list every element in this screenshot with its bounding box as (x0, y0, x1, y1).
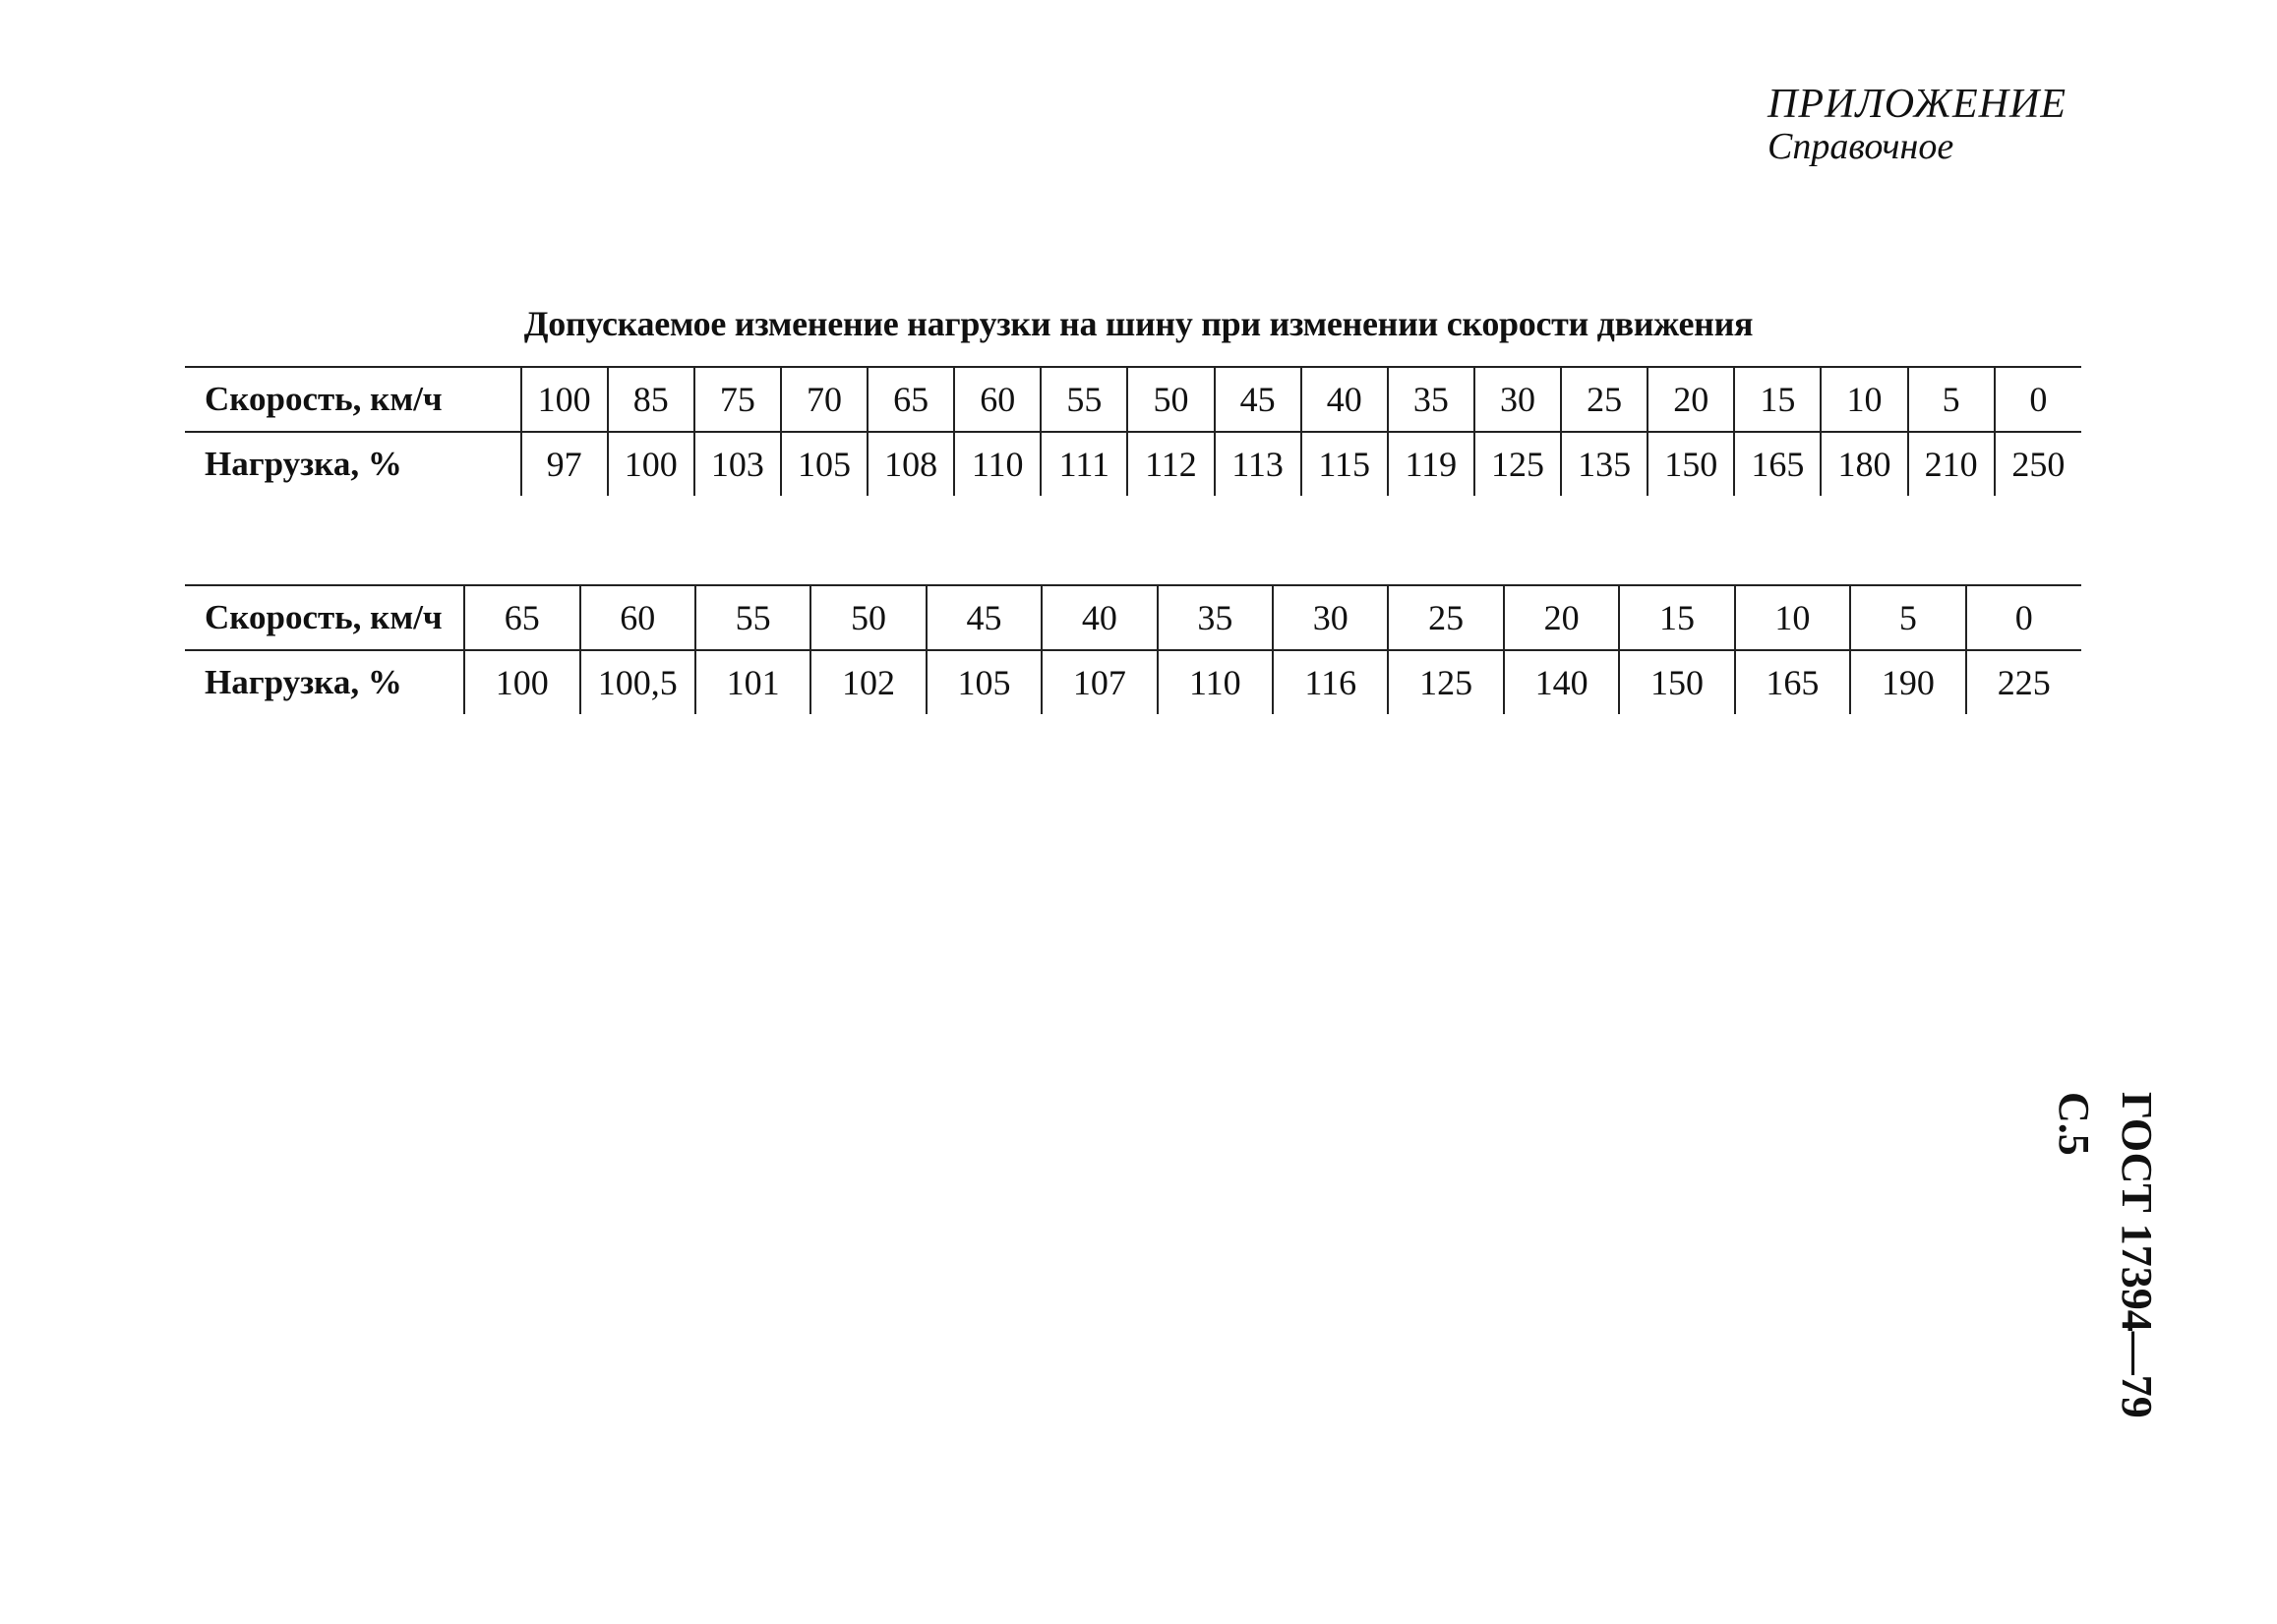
speed-cell: 5 (1908, 367, 1995, 432)
speed-cell: 25 (1561, 367, 1648, 432)
speed-cell: 35 (1388, 367, 1474, 432)
speed-cell: 45 (927, 585, 1042, 650)
load-cell: 108 (868, 432, 954, 496)
load-cell: 135 (1561, 432, 1648, 496)
load-cell: 100 (608, 432, 694, 496)
load-cell: 103 (694, 432, 781, 496)
appendix-title: ПРИЛОЖЕНИЕ (1768, 82, 2067, 127)
speed-row-header: Скорость, км/ч (185, 367, 521, 432)
load-cell: 113 (1215, 432, 1301, 496)
load-cell: 101 (695, 650, 810, 714)
load-cell: 116 (1273, 650, 1388, 714)
speed-cell: 60 (954, 367, 1041, 432)
load-row (185, 432, 2081, 496)
speed-cell: 75 (694, 367, 781, 432)
load-speed-table-2 (185, 584, 2081, 714)
load-cell: 105 (927, 650, 1042, 714)
load-row-header: Нагрузка, % (205, 445, 402, 483)
speed-cell: 100 (521, 367, 608, 432)
load-cell: 125 (1388, 650, 1503, 714)
load-cell: 105 (781, 432, 868, 496)
load-cell: 110 (954, 432, 1041, 496)
appendix-header (1768, 81, 2067, 167)
speed-cell: 10 (1735, 585, 1850, 650)
load-cell: 111 (1041, 432, 1127, 496)
load-cell: 190 (1850, 650, 1965, 714)
speed-cell: 20 (1504, 585, 1619, 650)
load-cell: 107 (1042, 650, 1157, 714)
load-cell: 102 (810, 650, 926, 714)
load-cell: 100 (464, 650, 579, 714)
speed-cell: 50 (810, 585, 926, 650)
load-cell: 119 (1388, 432, 1474, 496)
load-speed-table-1 (185, 366, 2081, 496)
appendix-subtitle: Справочное (1768, 126, 1954, 167)
speed-cell: 55 (695, 585, 810, 650)
speed-cell: 35 (1158, 585, 1273, 650)
speed-cell: 40 (1301, 367, 1388, 432)
load-cell: 180 (1821, 432, 1907, 496)
load-cell: 210 (1908, 432, 1995, 496)
document-code-label: ГОСТ 17394—79 С.5 (2050, 1092, 2161, 1418)
speed-cell: 40 (1042, 585, 1157, 650)
load-cell: 110 (1158, 650, 1273, 714)
load-cell: 100,5 (580, 650, 695, 714)
speed-cell: 70 (781, 367, 868, 432)
load-cell: 112 (1127, 432, 1214, 496)
load-cell: 115 (1301, 432, 1388, 496)
speed-cell: 0 (1966, 585, 2081, 650)
load-row (185, 650, 2081, 714)
load-cell: 225 (1966, 650, 2081, 714)
load-cell: 97 (521, 432, 608, 496)
load-row-header: Нагрузка, % (205, 663, 402, 701)
speed-cell: 50 (1127, 367, 1214, 432)
speed-cell: 10 (1821, 367, 1907, 432)
load-cell: 140 (1504, 650, 1619, 714)
speed-cell: 0 (1995, 367, 2081, 432)
load-cell: 125 (1474, 432, 1561, 496)
load-cell: 150 (1648, 432, 1734, 496)
load-cell: 165 (1734, 432, 1821, 496)
speed-cell: 65 (868, 367, 954, 432)
speed-cell: 5 (1850, 585, 1965, 650)
speed-cell: 30 (1474, 367, 1561, 432)
load-cell: 150 (1619, 650, 1734, 714)
speed-cell: 15 (1734, 367, 1821, 432)
speed-cell: 85 (608, 367, 694, 432)
speed-cell: 25 (1388, 585, 1503, 650)
speed-row-header: Скорость, км/ч (185, 585, 464, 650)
load-cell: 250 (1995, 432, 2081, 496)
speed-cell: 55 (1041, 367, 1127, 432)
table-title: Допускаемое изменение нагрузки на шину при изменении скорости движения (523, 304, 1754, 343)
load-cell: 165 (1735, 650, 1850, 714)
speed-cell: 15 (1619, 585, 1734, 650)
speed-row (185, 585, 2081, 650)
speed-cell: 20 (1648, 367, 1734, 432)
speed-cell: 65 (464, 585, 579, 650)
speed-cell: 60 (580, 585, 695, 650)
speed-cell: 45 (1215, 367, 1301, 432)
speed-cell: 30 (1273, 585, 1388, 650)
speed-row (185, 367, 2081, 432)
